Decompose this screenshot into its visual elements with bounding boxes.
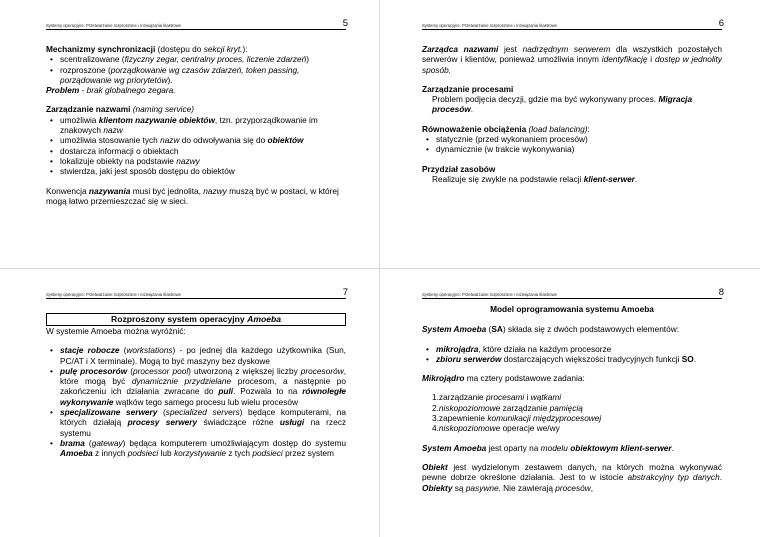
microkernel-line: Mikrojądro ma cztery podstawowe zadania: [422,373,585,384]
list-item: • umożliwia klientom nazywanie obiektów, tzn. przyporządkowanie im znakowych nazw [46,115,346,136]
tasks-list [422,392,722,433]
header-text: Systemy operacyjne: Przetwarzanie rozproszone i rozwiązania klastrowe [46,292,181,297]
page-number: 7 [342,287,348,298]
page-number: 8 [718,287,724,298]
list-item: • brama (gateway) będąca komputerem umożliwiającym dostęp do systemu Amoeba z innych podsieci lub korzystywanie z tych podsieci przez system [46,438,346,459]
list-item: 2.niskopoziomowe zarządzanie pamięcią [432,402,583,413]
list-item: • dostarcza informacji o obiektach [46,146,346,156]
page-number: 5 [342,18,348,29]
resource-paragraph: Realizuje się zwykle na podstawie relacji klient-serwer. [432,173,638,184]
sync-heading-line: Mechanizmy synchronizacji (dostępu do sekcji kryt.): [46,44,248,54]
header-text: Systemy operacyjne: Przetwarzanie rozproszone i rozwiązania klastrowe [46,23,181,28]
list-item: • zbioru serwerów dostarczających większości tradycyjnych funkcji SO. [422,354,722,364]
list-item: • stacje robocze (workstations) - po jednej dla każdego użytkownika (Sun, PC/AT i X terminale). Mogą to być maszyny bez dyskowe [46,345,346,366]
problem-line: Problem - brak globalnego zegara. [46,85,176,96]
slide-page-6 [422,20,722,184]
intro-line: System Amoeba (SA) składa się z dwóch podstawowych elementów: [422,324,680,335]
header-text: Systemy operacyjne: Przetwarzanie rozproszone i rozwiązania klastrowe [422,292,557,297]
list-item: • dynamicznie (w trakcie wykonywania) [422,144,722,154]
list-item: • statycznie (przed wykonaniem procesów) [422,134,722,144]
convention-paragraph: Konwencja nazywania musi być jednolita, nazwy muszą być w postaci, w której mogą łatwo przemieszczać się w sieci. [46,185,339,206]
object-paragraph: Obiekt jest wydzielonym zestawem danych, na których można wykonywać pewne dobrze określone działania. Jest to w istocie abstrakcyjny typ danych. Obiekty są pasywne. Nie zawierają procesów, [422,461,722,493]
page-header [422,20,722,30]
system-line: System Amoeba jest oparty na modelu obiektowym klient-serwer. [422,442,674,453]
slide-page-8 [422,289,722,493]
slide-page-5 [46,20,346,206]
page-header [46,289,346,299]
page-header [46,20,346,30]
list-item: • pulę procesorów (processor pool) utworzoną z większej liczby procesorów, które mogą być dynamicznie przydzielane procesom, a następnie po zakończeniu ich działania zwracane do puli. Pozwala to na równoległe wykonywanie wątków tego samego procesu lub wielu procesów [46,366,346,407]
directory-paragraph: Zarządca nazwami jest nadrzędnym serwerem dla wszystkich pozostałych serwerów i klientów, ponieważ umożliwia innym identyfikację i dostęp w jednolity sposób. [422,44,722,75]
list-item: 4.niskopoziomowe operacje we/wy [432,423,560,434]
list-item: 3.zapewnienie komunikacji międzyprocesowej [432,413,602,424]
process-paragraph: Problem podjęcia decyzji, gdzie ma być wykonywany proces. Migracja procesów. [432,94,693,115]
list-item: • stwierdza, jaki jest sposób dostępu do obiektów [46,166,346,176]
elements-list [422,344,722,365]
slide-page-7 [46,289,346,459]
loadbalance-heading: Równoważenie obciążenia (load balancing): [422,123,590,134]
header-text: Systemy operacyjne: Przetwarzanie rozproszone i rozwiązania klastrowe [422,23,557,28]
list-item: • umożliwia stosowanie tych nazw do odwoływania się do obiektów [46,135,346,145]
horizontal-divider [0,268,760,269]
loadbalance-list [422,134,722,155]
page-header [422,289,722,299]
intro-line: W systemie Amoeba można wyróżnić: [46,326,186,336]
slide-title: Rozproszony system operacyjny Amoeba [46,313,346,326]
names-heading: Zarządzanie nazwami (naming service) [46,104,195,115]
list-item: • lokalizuje obiekty na podstawie nazwy [46,156,346,166]
process-heading: Zarządzanie procesami [422,83,514,94]
resource-heading: Przydział zasobów [422,163,496,174]
amoeba-components-list [46,345,346,458]
sync-list [46,54,346,85]
slide-title: Model oprogramowania systemu Amoeba [490,304,654,314]
page-number: 6 [718,18,724,29]
list-item: • scentralizowane (fizyczny zegar, centralny proces, liczenie zdarzeń) [46,54,346,64]
names-list [46,115,346,177]
list-item: • mikrojądra, które działa na każdym procesorze [422,344,722,354]
list-item: 1.zarządzanie procesami i wątkami [432,392,562,403]
list-item: • specjalizowane serwery (specialized servers) będące komputerami, na których działają procesy serwery świadczące różne usługi na rzecz systemu [46,407,346,438]
list-item: • rozproszone (porządkowanie wg czasów zdarzeń, token passing, porządowanie wg priorytetów). [46,65,346,86]
